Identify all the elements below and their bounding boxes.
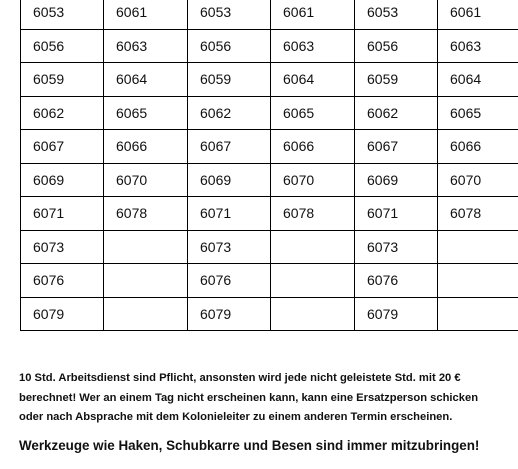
table-cell: 6062 xyxy=(21,96,104,130)
table-cell: 6059 xyxy=(188,63,271,97)
table-cell: 6061 xyxy=(104,0,188,29)
table-row xyxy=(21,264,518,298)
table-cell: 6056 xyxy=(21,29,104,63)
table-cell: 6079 xyxy=(21,297,104,331)
table-cell: 6066 xyxy=(271,130,355,164)
table-cell xyxy=(271,297,355,331)
table-cell: 6053 xyxy=(21,0,104,29)
table-cell xyxy=(438,297,518,331)
table-cell xyxy=(104,230,188,264)
table-row xyxy=(21,29,518,63)
table-cell: 6053 xyxy=(355,0,438,29)
table-row xyxy=(21,0,518,29)
table-row xyxy=(21,130,518,164)
plot-number-table-container xyxy=(20,0,518,331)
plot-number-table-body xyxy=(21,0,518,331)
table-cell: 6078 xyxy=(271,197,355,231)
table-cell: 6069 xyxy=(355,163,438,197)
table-cell xyxy=(438,264,518,298)
table-cell: 6063 xyxy=(104,29,188,63)
table-cell: 6076 xyxy=(355,264,438,298)
table-cell: 6067 xyxy=(21,130,104,164)
table-cell: 6062 xyxy=(355,96,438,130)
table-cell: 6070 xyxy=(104,163,188,197)
notice-line: 10 Std. Arbeitsdienst sind Pflicht, ansonsten wird jede nicht geleistete Std. mit 20 € xyxy=(19,372,461,384)
table-row xyxy=(21,63,518,97)
table-row xyxy=(21,297,518,331)
table-cell xyxy=(438,230,518,264)
table-row xyxy=(21,96,518,130)
table-cell: 6064 xyxy=(438,63,518,97)
table-cell: 6064 xyxy=(104,63,188,97)
table-cell: 6059 xyxy=(21,63,104,97)
table-cell: 6067 xyxy=(188,130,271,164)
table-cell: 6065 xyxy=(104,96,188,130)
table-cell: 6062 xyxy=(188,96,271,130)
table-cell: 6056 xyxy=(355,29,438,63)
notice-line: oder nach Absprache mit dem Kolonieleiter zu einem anderen Termin erscheinen. xyxy=(19,411,453,423)
table-cell xyxy=(271,264,355,298)
table-cell xyxy=(104,297,188,331)
table-cell: 6061 xyxy=(271,0,355,29)
table-cell: 6076 xyxy=(21,264,104,298)
table-cell xyxy=(104,264,188,298)
table-cell: 6076 xyxy=(188,264,271,298)
table-cell: 6066 xyxy=(104,130,188,164)
plot-number-table xyxy=(20,0,518,331)
table-row xyxy=(21,197,518,231)
table-cell xyxy=(271,230,355,264)
table-cell: 6078 xyxy=(104,197,188,231)
tools-notice: Werkzeuge wie Haken, Schubkarre und Besen sind immer mitzubringen! xyxy=(19,438,480,453)
table-row xyxy=(21,230,518,264)
table-cell: 6059 xyxy=(355,63,438,97)
table-cell: 6070 xyxy=(271,163,355,197)
work-duty-notice xyxy=(19,369,509,428)
notice-line: berechnet! Wer an einem Tag nicht erscheinen kann, kann eine Ersatzperson schicken xyxy=(19,391,479,404)
table-cell: 6056 xyxy=(188,29,271,63)
table-cell: 6063 xyxy=(271,29,355,63)
table-cell: 6065 xyxy=(438,96,518,130)
table-cell: 6053 xyxy=(188,0,271,29)
table-cell: 6067 xyxy=(355,130,438,164)
table-cell: 6071 xyxy=(355,197,438,231)
table-cell: 6069 xyxy=(21,163,104,197)
table-cell: 6073 xyxy=(21,230,104,264)
table-cell: 6079 xyxy=(188,297,271,331)
table-cell: 6066 xyxy=(438,130,518,164)
table-cell: 6079 xyxy=(355,297,438,331)
table-cell: 6071 xyxy=(21,197,104,231)
table-cell: 6078 xyxy=(438,197,518,231)
table-cell: 6071 xyxy=(188,197,271,231)
table-cell: 6073 xyxy=(355,230,438,264)
table-cell: 6063 xyxy=(438,29,518,63)
table-cell: 6070 xyxy=(438,163,518,197)
table-cell: 6064 xyxy=(271,63,355,97)
table-cell: 6069 xyxy=(188,163,271,197)
table-row xyxy=(21,163,518,197)
table-cell: 6065 xyxy=(271,96,355,130)
table-cell: 6073 xyxy=(188,230,271,264)
table-cell: 6061 xyxy=(438,0,518,29)
